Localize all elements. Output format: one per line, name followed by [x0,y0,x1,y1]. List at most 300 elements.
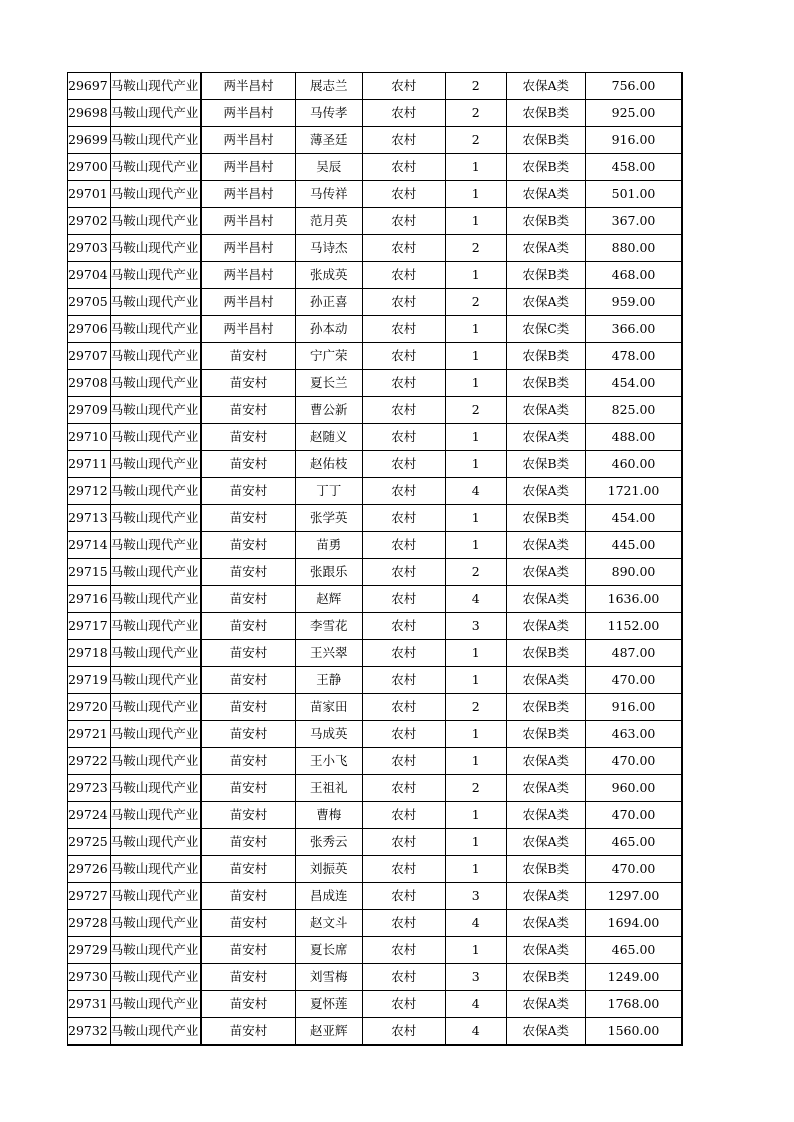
town-cell: 马鞍山现代产业 [110,937,201,964]
record-id-cell: 29704 [68,262,111,289]
name-cell: 赵文斗 [295,910,362,937]
town-cell: 马鞍山现代产业 [110,154,201,181]
name-cell: 赵亚辉 [295,1018,362,1046]
amount-cell: 1560.00 [585,1018,682,1046]
table-row [68,424,683,451]
table-row [68,748,683,775]
table-row [68,586,683,613]
amount-cell: 756.00 [585,73,682,100]
village-cell: 苗安村 [201,478,295,505]
person-count-cell: 1 [445,154,506,181]
name-cell: 马诗杰 [295,235,362,262]
person-count-cell: 4 [445,478,506,505]
town-cell: 马鞍山现代产业 [110,640,201,667]
person-count-cell: 1 [445,505,506,532]
person-count-cell: 1 [445,370,506,397]
town-cell: 马鞍山现代产业 [110,1018,201,1046]
name-cell: 马成英 [295,721,362,748]
person-count-cell: 2 [445,235,506,262]
person-count-cell: 2 [445,73,506,100]
record-id-cell: 29703 [68,235,111,262]
area-type-cell: 农村 [362,208,445,235]
table-row [68,73,683,100]
name-cell: 马传孝 [295,100,362,127]
table-row [68,289,683,316]
insurance-category-cell: 农保B类 [506,343,585,370]
insurance-category-cell: 农保B类 [506,208,585,235]
town-cell: 马鞍山现代产业 [110,127,201,154]
record-id-cell: 29707 [68,343,111,370]
table-row [68,856,683,883]
area-type-cell: 农村 [362,856,445,883]
area-type-cell: 农村 [362,451,445,478]
table-row [68,451,683,478]
table-row [68,154,683,181]
village-cell: 苗安村 [201,856,295,883]
amount-cell: 1768.00 [585,991,682,1018]
village-cell: 苗安村 [201,883,295,910]
town-cell: 马鞍山现代产业 [110,559,201,586]
village-cell: 苗安村 [201,397,295,424]
town-cell: 马鞍山现代产业 [110,73,201,100]
name-cell: 张成英 [295,262,362,289]
town-cell: 马鞍山现代产业 [110,802,201,829]
name-cell: 王祖礼 [295,775,362,802]
amount-cell: 890.00 [585,559,682,586]
record-id-cell: 29710 [68,424,111,451]
name-cell: 赵随义 [295,424,362,451]
insurance-category-cell: 农保B类 [506,640,585,667]
person-count-cell: 2 [445,100,506,127]
town-cell: 马鞍山现代产业 [110,262,201,289]
amount-cell: 916.00 [585,694,682,721]
record-id-cell: 29723 [68,775,111,802]
town-cell: 马鞍山现代产业 [110,667,201,694]
area-type-cell: 农村 [362,532,445,559]
name-cell: 苗勇 [295,532,362,559]
record-id-cell: 29715 [68,559,111,586]
amount-cell: 825.00 [585,397,682,424]
amount-cell: 470.00 [585,667,682,694]
town-cell: 马鞍山现代产业 [110,181,201,208]
name-cell: 宁广荣 [295,343,362,370]
table-row [68,316,683,343]
village-cell: 苗安村 [201,1018,295,1046]
name-cell: 丁丁 [295,478,362,505]
town-cell: 马鞍山现代产业 [110,451,201,478]
name-cell: 马传祥 [295,181,362,208]
amount-cell: 470.00 [585,802,682,829]
person-count-cell: 2 [445,127,506,154]
village-cell: 苗安村 [201,613,295,640]
name-cell: 范月英 [295,208,362,235]
area-type-cell: 农村 [362,289,445,316]
area-type-cell: 农村 [362,883,445,910]
village-cell: 两半昌村 [201,316,295,343]
record-id-cell: 29708 [68,370,111,397]
village-cell: 苗安村 [201,775,295,802]
amount-cell: 916.00 [585,127,682,154]
village-cell: 苗安村 [201,991,295,1018]
village-cell: 苗安村 [201,964,295,991]
area-type-cell: 农村 [362,343,445,370]
area-type-cell: 农村 [362,505,445,532]
village-cell: 苗安村 [201,667,295,694]
insurance-category-cell: 农保B类 [506,370,585,397]
record-id-cell: 29719 [68,667,111,694]
area-type-cell: 农村 [362,235,445,262]
village-cell: 两半昌村 [201,289,295,316]
insurance-category-cell: 农保B类 [506,694,585,721]
record-id-cell: 29699 [68,127,111,154]
name-cell: 王静 [295,667,362,694]
insurance-category-cell: 农保A类 [506,910,585,937]
record-id-cell: 29725 [68,829,111,856]
amount-cell: 454.00 [585,505,682,532]
insurance-category-cell: 农保C类 [506,316,585,343]
record-id-cell: 29712 [68,478,111,505]
insurance-category-cell: 农保B类 [506,451,585,478]
town-cell: 马鞍山现代产业 [110,343,201,370]
amount-cell: 445.00 [585,532,682,559]
name-cell: 曹公新 [295,397,362,424]
person-count-cell: 4 [445,910,506,937]
insurance-category-cell: 农保A类 [506,73,585,100]
table-row [68,991,683,1018]
person-count-cell: 3 [445,883,506,910]
name-cell: 夏长席 [295,937,362,964]
town-cell: 马鞍山现代产业 [110,370,201,397]
insurance-category-cell: 农保A类 [506,991,585,1018]
insurance-category-cell: 农保A类 [506,532,585,559]
record-id-cell: 29706 [68,316,111,343]
amount-cell: 468.00 [585,262,682,289]
amount-cell: 1636.00 [585,586,682,613]
town-cell: 马鞍山现代产业 [110,397,201,424]
village-cell: 苗安村 [201,802,295,829]
person-count-cell: 2 [445,397,506,424]
amount-cell: 925.00 [585,100,682,127]
record-id-cell: 29713 [68,505,111,532]
village-cell: 两半昌村 [201,208,295,235]
town-cell: 马鞍山现代产业 [110,991,201,1018]
insurance-category-cell: 农保A类 [506,937,585,964]
town-cell: 马鞍山现代产业 [110,829,201,856]
name-cell: 赵佑枝 [295,451,362,478]
amount-cell: 460.00 [585,451,682,478]
table-row [68,208,683,235]
village-cell: 两半昌村 [201,181,295,208]
amount-cell: 1152.00 [585,613,682,640]
name-cell: 李雪花 [295,613,362,640]
amount-cell: 501.00 [585,181,682,208]
name-cell: 刘雪梅 [295,964,362,991]
person-count-cell: 1 [445,208,506,235]
name-cell: 刘振英 [295,856,362,883]
person-count-cell: 4 [445,586,506,613]
table-row [68,667,683,694]
amount-cell: 458.00 [585,154,682,181]
village-cell: 苗安村 [201,937,295,964]
amount-cell: 465.00 [585,829,682,856]
insurance-category-cell: 农保B类 [506,964,585,991]
amount-cell: 454.00 [585,370,682,397]
record-id-cell: 29730 [68,964,111,991]
village-cell: 两半昌村 [201,127,295,154]
area-type-cell: 农村 [362,478,445,505]
name-cell: 赵辉 [295,586,362,613]
record-id-cell: 29716 [68,586,111,613]
village-cell: 两半昌村 [201,154,295,181]
name-cell: 夏怀莲 [295,991,362,1018]
person-count-cell: 3 [445,964,506,991]
person-count-cell: 1 [445,667,506,694]
amount-cell: 465.00 [585,937,682,964]
area-type-cell: 农村 [362,991,445,1018]
person-count-cell: 1 [445,532,506,559]
person-count-cell: 2 [445,289,506,316]
area-type-cell: 农村 [362,1018,445,1046]
name-cell: 张跟乐 [295,559,362,586]
name-cell: 张学英 [295,505,362,532]
town-cell: 马鞍山现代产业 [110,748,201,775]
amount-cell: 463.00 [585,721,682,748]
insurance-category-cell: 农保B类 [506,262,585,289]
table-row [68,640,683,667]
town-cell: 马鞍山现代产业 [110,856,201,883]
insurance-category-cell: 农保A类 [506,748,585,775]
table-row [68,883,683,910]
name-cell: 夏长兰 [295,370,362,397]
record-id-cell: 29698 [68,100,111,127]
amount-cell: 880.00 [585,235,682,262]
town-cell: 马鞍山现代产业 [110,208,201,235]
person-count-cell: 1 [445,748,506,775]
area-type-cell: 农村 [362,694,445,721]
town-cell: 马鞍山现代产业 [110,775,201,802]
town-cell: 马鞍山现代产业 [110,910,201,937]
record-id-cell: 29705 [68,289,111,316]
area-type-cell: 农村 [362,613,445,640]
town-cell: 马鞍山现代产业 [110,478,201,505]
insurance-category-cell: 农保B类 [506,505,585,532]
insurance-category-cell: 农保A类 [506,775,585,802]
amount-cell: 1721.00 [585,478,682,505]
village-cell: 苗安村 [201,424,295,451]
area-type-cell: 农村 [362,316,445,343]
record-id-cell: 29702 [68,208,111,235]
record-id-cell: 29726 [68,856,111,883]
person-count-cell: 1 [445,181,506,208]
record-id-cell: 29732 [68,1018,111,1046]
insurance-category-cell: 农保A类 [506,478,585,505]
insurance-category-cell: 农保A类 [506,667,585,694]
village-cell: 苗安村 [201,694,295,721]
town-cell: 马鞍山现代产业 [110,694,201,721]
village-cell: 两半昌村 [201,100,295,127]
table-row [68,181,683,208]
table-row [68,613,683,640]
table-row [68,775,683,802]
insurance-category-cell: 农保A类 [506,181,585,208]
record-id-cell: 29711 [68,451,111,478]
area-type-cell: 农村 [362,370,445,397]
insurance-category-cell: 农保B类 [506,127,585,154]
area-type-cell: 农村 [362,559,445,586]
name-cell: 昌成连 [295,883,362,910]
person-count-cell: 1 [445,262,506,289]
name-cell: 薄圣廷 [295,127,362,154]
area-type-cell: 农村 [362,775,445,802]
record-id-cell: 29697 [68,73,111,100]
insurance-category-cell: 农保A类 [506,559,585,586]
town-cell: 马鞍山现代产业 [110,505,201,532]
person-count-cell: 1 [445,343,506,370]
town-cell: 马鞍山现代产业 [110,586,201,613]
person-count-cell: 1 [445,451,506,478]
table-row [68,1018,683,1046]
record-id-cell: 29718 [68,640,111,667]
record-id-cell: 29728 [68,910,111,937]
name-cell: 吴辰 [295,154,362,181]
name-cell: 王兴翠 [295,640,362,667]
village-cell: 苗安村 [201,505,295,532]
person-count-cell: 1 [445,802,506,829]
table-row [68,235,683,262]
area-type-cell: 农村 [362,154,445,181]
amount-cell: 367.00 [585,208,682,235]
insurance-category-cell: 农保B类 [506,154,585,181]
table-row [68,532,683,559]
amount-cell: 470.00 [585,856,682,883]
area-type-cell: 农村 [362,100,445,127]
table-row [68,343,683,370]
table-row [68,559,683,586]
record-id-cell: 29729 [68,937,111,964]
person-count-cell: 1 [445,424,506,451]
record-id-cell: 29731 [68,991,111,1018]
village-cell: 苗安村 [201,370,295,397]
record-id-cell: 29714 [68,532,111,559]
person-count-cell: 1 [445,829,506,856]
area-type-cell: 农村 [362,910,445,937]
amount-cell: 488.00 [585,424,682,451]
table-row [68,910,683,937]
record-id-cell: 29721 [68,721,111,748]
table-row [68,505,683,532]
insurance-category-cell: 农保B类 [506,100,585,127]
area-type-cell: 农村 [362,586,445,613]
area-type-cell: 农村 [362,262,445,289]
table-row [68,937,683,964]
person-count-cell: 1 [445,856,506,883]
area-type-cell: 农村 [362,667,445,694]
area-type-cell: 农村 [362,181,445,208]
area-type-cell: 农村 [362,829,445,856]
amount-cell: 470.00 [585,748,682,775]
area-type-cell: 农村 [362,748,445,775]
amount-cell: 960.00 [585,775,682,802]
village-cell: 苗安村 [201,640,295,667]
amount-cell: 1297.00 [585,883,682,910]
record-id-cell: 29700 [68,154,111,181]
amount-cell: 959.00 [585,289,682,316]
person-count-cell: 4 [445,991,506,1018]
insurance-category-cell: 农保A类 [506,235,585,262]
table-row [68,721,683,748]
area-type-cell: 农村 [362,802,445,829]
insurance-category-cell: 农保A类 [506,802,585,829]
amount-cell: 1249.00 [585,964,682,991]
area-type-cell: 农村 [362,424,445,451]
person-count-cell: 1 [445,316,506,343]
insurance-category-cell: 农保A类 [506,424,585,451]
village-cell: 苗安村 [201,910,295,937]
table-row [68,694,683,721]
village-cell: 苗安村 [201,748,295,775]
name-cell: 曹梅 [295,802,362,829]
person-count-cell: 2 [445,775,506,802]
table-row [68,397,683,424]
town-cell: 马鞍山现代产业 [110,316,201,343]
table-row [68,100,683,127]
amount-cell: 478.00 [585,343,682,370]
record-id-cell: 29720 [68,694,111,721]
name-cell: 张秀云 [295,829,362,856]
town-cell: 马鞍山现代产业 [110,532,201,559]
town-cell: 马鞍山现代产业 [110,883,201,910]
insurance-category-cell: 农保A类 [506,586,585,613]
village-cell: 两半昌村 [201,235,295,262]
amount-cell: 487.00 [585,640,682,667]
town-cell: 马鞍山现代产业 [110,100,201,127]
area-type-cell: 农村 [362,937,445,964]
town-cell: 马鞍山现代产业 [110,289,201,316]
table-body [68,73,683,1046]
village-cell: 苗安村 [201,721,295,748]
village-cell: 两半昌村 [201,73,295,100]
table-row [68,127,683,154]
person-count-cell: 4 [445,1018,506,1046]
record-id-cell: 29727 [68,883,111,910]
table-row [68,802,683,829]
insurance-category-cell: 农保A类 [506,289,585,316]
data-table [67,72,683,1046]
area-type-cell: 农村 [362,73,445,100]
table-row [68,829,683,856]
name-cell: 孙正喜 [295,289,362,316]
area-type-cell: 农村 [362,721,445,748]
insurance-category-cell: 农保A类 [506,883,585,910]
village-cell: 苗安村 [201,586,295,613]
village-cell: 苗安村 [201,829,295,856]
person-count-cell: 2 [445,559,506,586]
village-cell: 两半昌村 [201,262,295,289]
table-row [68,478,683,505]
area-type-cell: 农村 [362,640,445,667]
area-type-cell: 农村 [362,964,445,991]
village-cell: 苗安村 [201,532,295,559]
record-id-cell: 29724 [68,802,111,829]
person-count-cell: 1 [445,640,506,667]
record-id-cell: 29709 [68,397,111,424]
insurance-category-cell: 农保A类 [506,829,585,856]
insurance-category-cell: 农保B类 [506,721,585,748]
area-type-cell: 农村 [362,127,445,154]
insurance-category-cell: 农保B类 [506,856,585,883]
person-count-cell: 1 [445,721,506,748]
village-cell: 苗安村 [201,559,295,586]
